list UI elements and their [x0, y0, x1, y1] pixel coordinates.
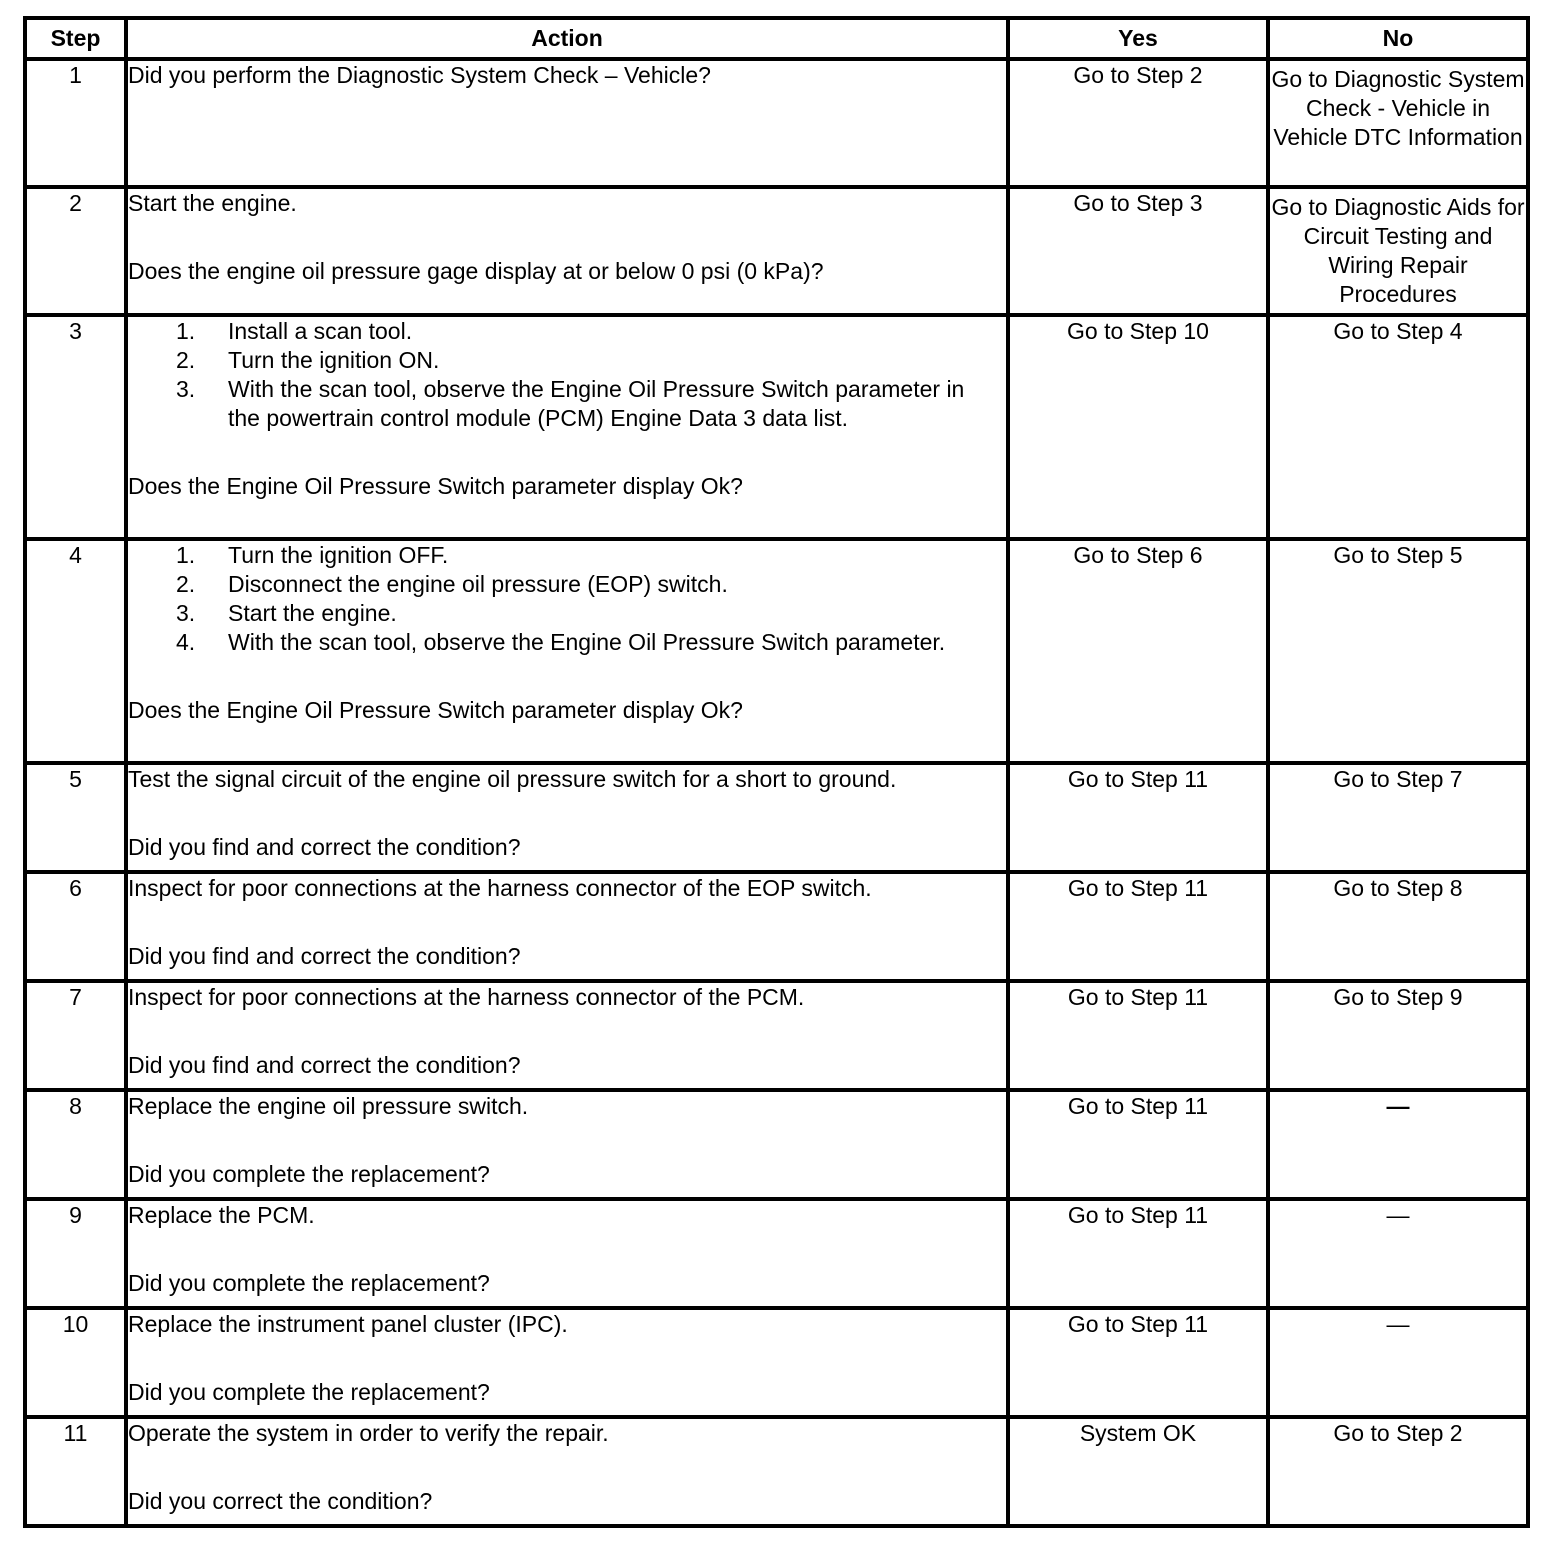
yes-cell: Go to Step 11	[1008, 872, 1268, 981]
step-number: 4	[25, 539, 126, 763]
yes-cell: Go to Step 10	[1008, 315, 1268, 539]
question-text: Did you complete the replacement?	[128, 1379, 490, 1405]
procedure-list	[128, 541, 1006, 657]
action-cell	[126, 59, 1008, 187]
action-cell	[126, 1417, 1008, 1526]
step-number: 2	[25, 187, 126, 315]
no-cell: —	[1268, 1308, 1528, 1417]
action-cell	[126, 187, 1008, 315]
yes-cell: Go to Step 11	[1008, 1308, 1268, 1417]
action-text: Operate the system in order to verify the repair.	[128, 1420, 609, 1446]
header-no: No	[1268, 18, 1528, 59]
question-text: Did you complete the replacement?	[128, 1161, 490, 1187]
action-text: Replace the engine oil pressure switch.	[128, 1093, 529, 1119]
question-text: Did you correct the condition?	[128, 1488, 433, 1514]
action-text: Replace the instrument panel cluster (IPC).	[128, 1311, 568, 1337]
table-row	[25, 872, 1528, 981]
list-item: 1. Install a scan tool.	[176, 318, 413, 344]
action-cell	[126, 872, 1008, 981]
yes-cell: System OK	[1008, 1417, 1268, 1526]
table-row	[25, 981, 1528, 1090]
yes-cell: Go to Step 11	[1008, 763, 1268, 872]
no-cell: —	[1268, 1090, 1528, 1199]
yes-cell: Go to Step 2	[1008, 59, 1268, 187]
header-action: Action	[126, 18, 1008, 59]
step-number: 1	[25, 59, 126, 187]
action-text: Start the engine.	[128, 190, 297, 216]
step-number: 6	[25, 872, 126, 981]
no-cell: —	[1268, 1199, 1528, 1308]
action-text: Replace the PCM.	[128, 1202, 315, 1228]
action-cell	[126, 315, 1008, 539]
question-text: Does the Engine Oil Pressure Switch parameter display Ok?	[128, 473, 743, 499]
header-step: Step	[25, 18, 126, 59]
action-text: Test the signal circuit of the engine oil pressure switch for a short to ground.	[128, 766, 897, 792]
no-cell: Go to Step 8	[1268, 872, 1528, 981]
step-number: 11	[25, 1417, 126, 1526]
action-cell	[126, 1308, 1008, 1417]
action-text: Inspect for poor connections at the harness connector of the EOP switch.	[128, 875, 872, 901]
question-text: Did you find and correct the condition?	[128, 1052, 521, 1078]
action-cell	[126, 539, 1008, 763]
table-row	[25, 1308, 1528, 1417]
no-cell: Go to Step 4	[1268, 315, 1528, 539]
table-row	[25, 315, 1528, 539]
table-row	[25, 539, 1528, 763]
yes-cell: Go to Step 6	[1008, 539, 1268, 763]
action-cell	[126, 1199, 1008, 1308]
step-number: 5	[25, 763, 126, 872]
question-text: Does the engine oil pressure gage display at or below 0 psi (0 kPa)?	[128, 258, 824, 284]
no-cell: Go to Step 5	[1268, 539, 1528, 763]
no-cell: Go to Step 2	[1268, 1417, 1528, 1526]
question-text: Does the Engine Oil Pressure Switch parameter display Ok?	[128, 697, 743, 723]
no-cell: Go to Step 7	[1268, 763, 1528, 872]
list-item: 3. Start the engine.	[176, 600, 397, 626]
step-number: 10	[25, 1308, 126, 1417]
table-row	[25, 187, 1528, 315]
yes-cell: Go to Step 11	[1008, 1199, 1268, 1308]
procedure-list	[128, 317, 1006, 433]
step-number: 9	[25, 1199, 126, 1308]
question-text: Did you find and correct the condition?	[128, 943, 521, 969]
table-row	[25, 763, 1528, 872]
list-item: 2. Disconnect the engine oil pressure (EOP) switch.	[176, 571, 728, 597]
table-row	[25, 1199, 1528, 1308]
action-cell	[126, 981, 1008, 1090]
list-item: 1. Turn the ignition OFF.	[176, 542, 449, 568]
question-text: Did you find and correct the condition?	[128, 834, 521, 860]
step-number: 8	[25, 1090, 126, 1199]
no-cell: Go to Diagnostic Aids for Circuit Testing and Wiring Repair Procedures	[1268, 187, 1528, 315]
header-row	[25, 18, 1528, 59]
list-item: 3. With the scan tool, observe the Engine Oil Pressure Switch parameter in the powertrain control module (PCM) Engine Data 3 data list.	[176, 376, 965, 431]
yes-cell: Go to Step 11	[1008, 981, 1268, 1090]
yes-cell: Go to Step 11	[1008, 1090, 1268, 1199]
action-cell	[126, 1090, 1008, 1199]
no-cell: Go to Step 9	[1268, 981, 1528, 1090]
yes-cell: Go to Step 3	[1008, 187, 1268, 315]
list-item: 4. With the scan tool, observe the Engine Oil Pressure Switch parameter.	[176, 629, 946, 655]
diagnostic-table	[23, 16, 1530, 1528]
action-cell	[126, 763, 1008, 872]
step-number: 3	[25, 315, 126, 539]
table-row	[25, 1090, 1528, 1199]
table-row	[25, 59, 1528, 187]
header-yes: Yes	[1008, 18, 1268, 59]
action-text: Inspect for poor connections at the harness connector of the PCM.	[128, 984, 805, 1010]
step-number: 7	[25, 981, 126, 1090]
question-text: Did you complete the replacement?	[128, 1270, 490, 1296]
action-text: Did you perform the Diagnostic System Check – Vehicle?	[128, 62, 711, 88]
table-row	[25, 1417, 1528, 1526]
no-cell: Go to Diagnostic System Check - Vehicle in Vehicle DTC Information	[1268, 59, 1528, 187]
list-item: 2. Turn the ignition ON.	[176, 347, 440, 373]
